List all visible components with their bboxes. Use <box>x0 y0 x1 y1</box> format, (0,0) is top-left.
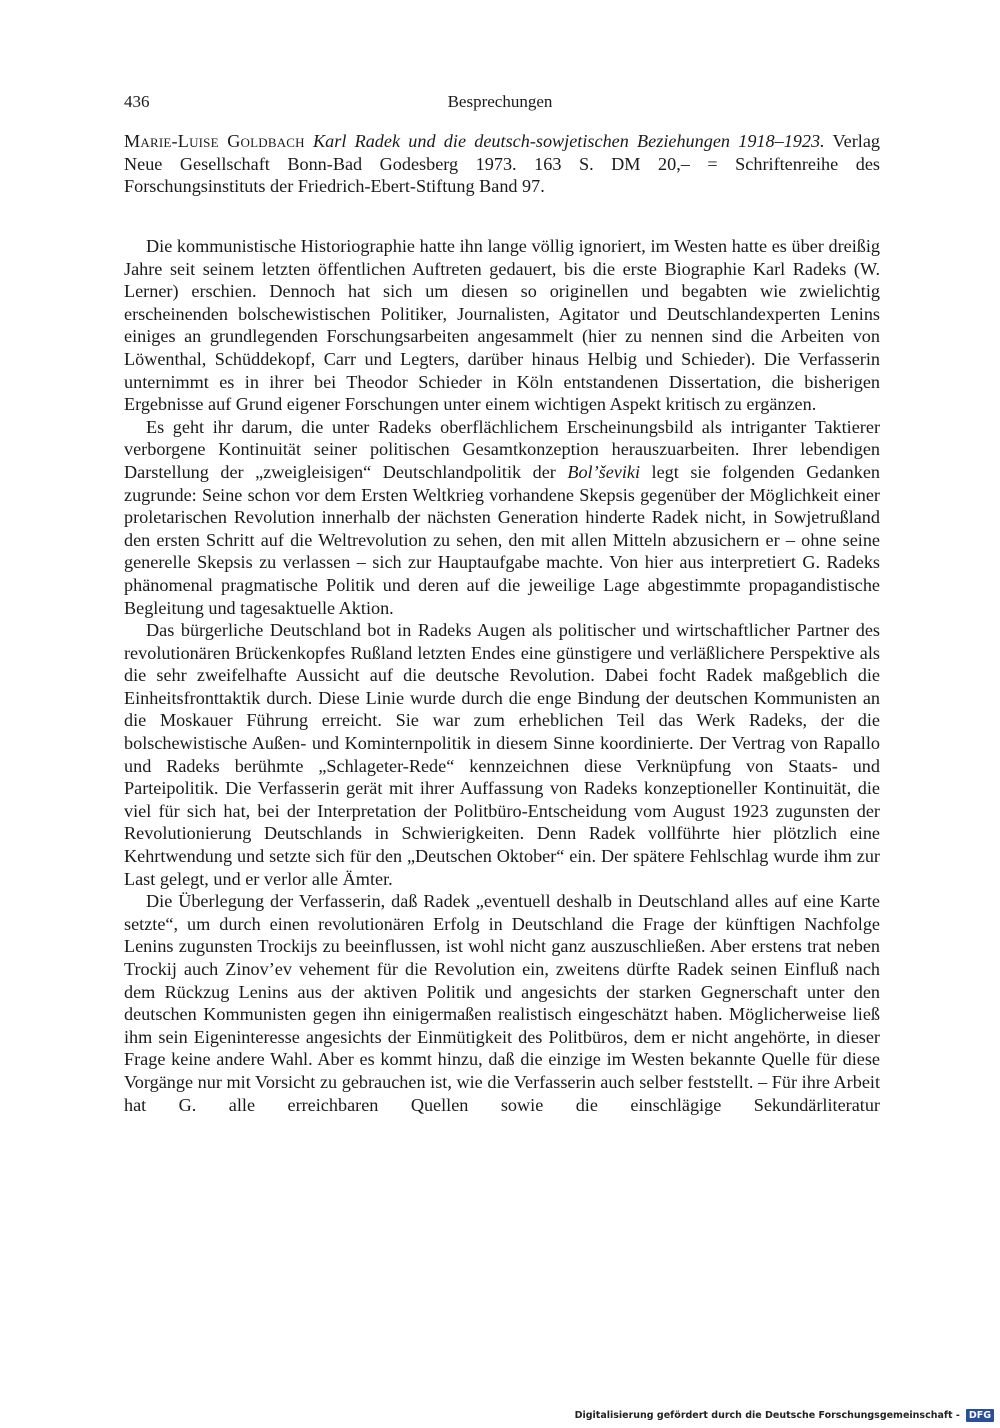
citation-author: Marie-Luise Goldbach <box>124 131 305 151</box>
paragraph-2-part-b: legt sie folgenden Gedanken zugrunde: Seine schon vor dem Ersten Weltkrieg vorhandene Skepsis gegenüber der Möglichkeit einer proletarischen Revolution innerhalb der nächsten Generation hinderte Radek nicht, in Sowjetrußland den ersten Schritt auf die Weltrevolution zu sehen, den mit allen Mitteln abzusichern er – ohne seine generelle Skepsis zu verlassen – sich zur Hauptaufgabe machte. Von hier aus interpretiert G. Radeks phänomenal pragmatische Politik und deren auf die jeweilige Lage abgestimmte propagandistische Begleitung und tagesaktuelle Aktion. <box>124 461 880 618</box>
citation-title: Karl Radek und die deutsch-sowjetischen Beziehungen 1918–1923. <box>313 131 825 151</box>
page-number: 436 <box>124 92 150 111</box>
paragraph-3: Das bürgerliche Deutschland bot in Radeks Augen als politischer und wirtschaftlicher Partner des revolutionären Brückenkopfes Rußland letzten Endes eine günstigere und verläßlichere Perspektive als die sehr zweifelhafte Aussicht auf die deutsche Revolution. Dabei focht Radek maßgeblich die Einheitsfronttaktik durch. Diese Linie wurde durch die enge Bindung der deutschen Kommunisten an die Moskauer Führung erreicht. Sie war zum erheblichen Teil das Werk Radeks, der die bolschewistische Außen- und Kominternpolitik in diesem Sinne koordinierte. Der Vertrag von Rapallo und Radeks berühmte „Schlageter-Rede“ kennzeichnen diese Verknüpfung von Staats- und Parteipolitik. Die Verfasserin gerät mit ihrer Auffassung von Radeks konzeptioneller Kontinuität, die viel für sich hat, bei der Interpretation der Politbüro-Entscheidung vom August 1923 zugunsten der Revolutionierung Deutschlands in Schwierigkeiten. Denn Radek vollführte hier plötzlich eine Kehrtwendung und setzte sich für den „Deutschen Oktober“ ein. Der spätere Fehlschlag wurde ihm zur Last gelegt, und er verlor alle Ämter. <box>124 620 880 889</box>
digitization-footer <box>575 1409 994 1422</box>
paragraph-2-part-a: Es geht ihr darum, die unter Radeks oberflächlichem Erscheinungsbild als intriganter Taktierer verborgene Kontinuität seiner politischen Gesamtkonzeption herauszuarbeiten. Ihrer lebendigen Darstellung der „zweigleisigen“ Deutschlandpolitik der <box>124 416 880 482</box>
digitization-note: Digitalisierung gefördert durch die Deutsche Forschungsgemeinschaft - <box>574 1410 960 1421</box>
book-citation <box>124 130 880 198</box>
paragraph-2-italic-term: Bol’ševiki <box>567 461 641 482</box>
citation-details: Verlag Neue Gesellschaft Bonn-Bad Godesberg 1973. 163 S. DM 20,– = Schriftenreihe des Forschungsinstituts der Friedrich-Ebert-Stiftung Band 97. <box>124 131 881 196</box>
paragraph-4: Die Überlegung der Verfasserin, daß Radek „eventuell deshalb in Deutschland alles auf eine Karte setzte“, um durch einen revolutionären Erfolg in Deutschland die Frage der künftigen Nachfolge Lenins zugunsten Trockijs zu beeinflussen, ist wohl nicht ganz auszuschließen. Aber erstens trat neben Trockij auch Zinov’ev vehement für die Revolution ein, zweitens dürfte Radek seinen Einfluß nach dem Rückzug Lenins aus der aktiven Politik und angesichts der starken Gegnerschaft unter den deutschen Kommunisten gegen ihn einigermaßen realistisch eingeschätzt haben. Möglicherweise ließ ihm sein Eigeninteresse angesichts der Einmütigkeit des Politbüros, dem er nicht angehörte, in dieser Frage keine andere Wahl. Aber es kommt hinzu, daß die einzige im Westen bekannte Quelle für diese Vorgänge nur mit Vorsicht zu gebrauchen ist, wie die Verfasserin auch selber feststellt. – Für ihre Arbeit hat G. alle erreichbaren Quellen sowie die einschlägige Sekundärliteratur <box>124 891 880 1115</box>
paragraph-2 <box>124 416 880 619</box>
dfg-logo: DFG <box>966 1409 994 1422</box>
running-head: Besprechungen <box>447 92 553 111</box>
review-body <box>124 235 880 1116</box>
paragraph-1: Die kommunistische Historiographie hatte ihn lange völlig ignoriert, im Westen hatte es über dreißig Jahre seit seinem letzten öffentlichen Auftreten gedauert, bis die erste Biographie Karl Radeks (W. Lerner) erschien. Dennoch hat sich um diesen so originellen und begabten wie zwielichtig erscheinenden bolschewistischen Politiker, Journalisten, Agitator und Deutschlandexperten Lenins einiges an grundlegenden Forschungsarbeiten angesammelt (hier zu nennen sind die Arbeiten von Löwenthal, Schüddekopf, Carr und Legters, darüber hinaus Helbig und Schieder). Die Verfasserin unternimmt es in ihrer bei Theodor Schieder in Köln entstandenen Dissertation, die bisherigen Ergebnisse auf Grund eigener Forschungen unter einem wichtigen Aspekt kritisch zu ergänzen. <box>124 236 880 415</box>
